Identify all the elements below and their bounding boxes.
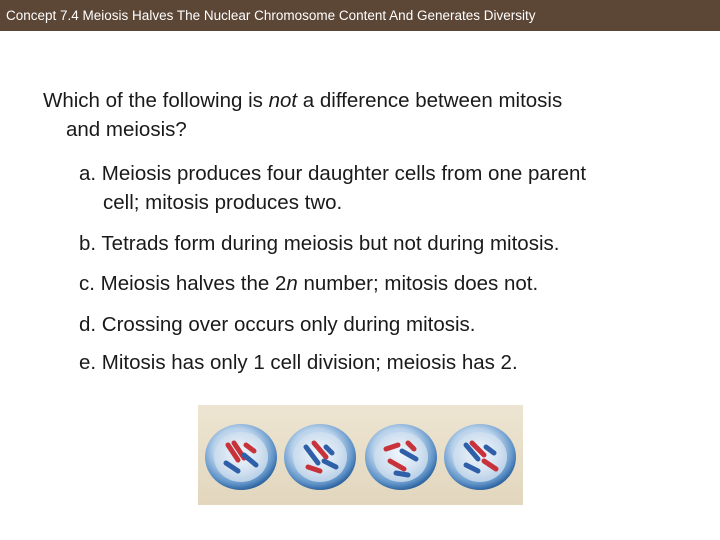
option-c — [79, 269, 538, 298]
option-b-text: b. Tetrads form during meiosis but not during mitosis. — [79, 232, 560, 255]
cells-svg — [198, 405, 523, 505]
option-a-line1: a. Meiosis produces four daughter cells from one parent — [79, 162, 587, 185]
cell-3 — [365, 424, 437, 490]
option-d — [79, 310, 476, 339]
question-text — [43, 86, 683, 144]
cell-1 — [205, 424, 277, 490]
slide-header — [0, 0, 720, 31]
option-a-line2: cell; mitosis produces two. — [103, 191, 343, 214]
option-b — [79, 229, 559, 258]
question-line2: and meiosis? — [66, 118, 187, 141]
cell-2 — [284, 424, 356, 490]
option-c-post: number; mitosis does not. — [297, 272, 539, 295]
option-a — [79, 159, 586, 217]
option-c-emphasis: n — [286, 272, 298, 295]
slide-title: Concept 7.4 Meiosis Halves The Nuclear Chromosome Content And Generates Diversity — [6, 8, 536, 23]
question-line1-rest: a difference between mitosis — [297, 89, 563, 112]
dividing-cells-illustration — [198, 405, 523, 505]
cell-4 — [444, 424, 516, 490]
question-emphasis: not — [268, 89, 298, 112]
option-c-pre: c. Meiosis halves the 2 — [79, 272, 287, 295]
option-d-text: d. Crossing over occurs only during mitosis. — [79, 313, 476, 336]
option-e-text: e. Mitosis has only 1 cell division; meiosis has 2. — [79, 351, 518, 374]
question-pre: Which of the following is — [43, 89, 269, 112]
option-e — [79, 348, 518, 377]
